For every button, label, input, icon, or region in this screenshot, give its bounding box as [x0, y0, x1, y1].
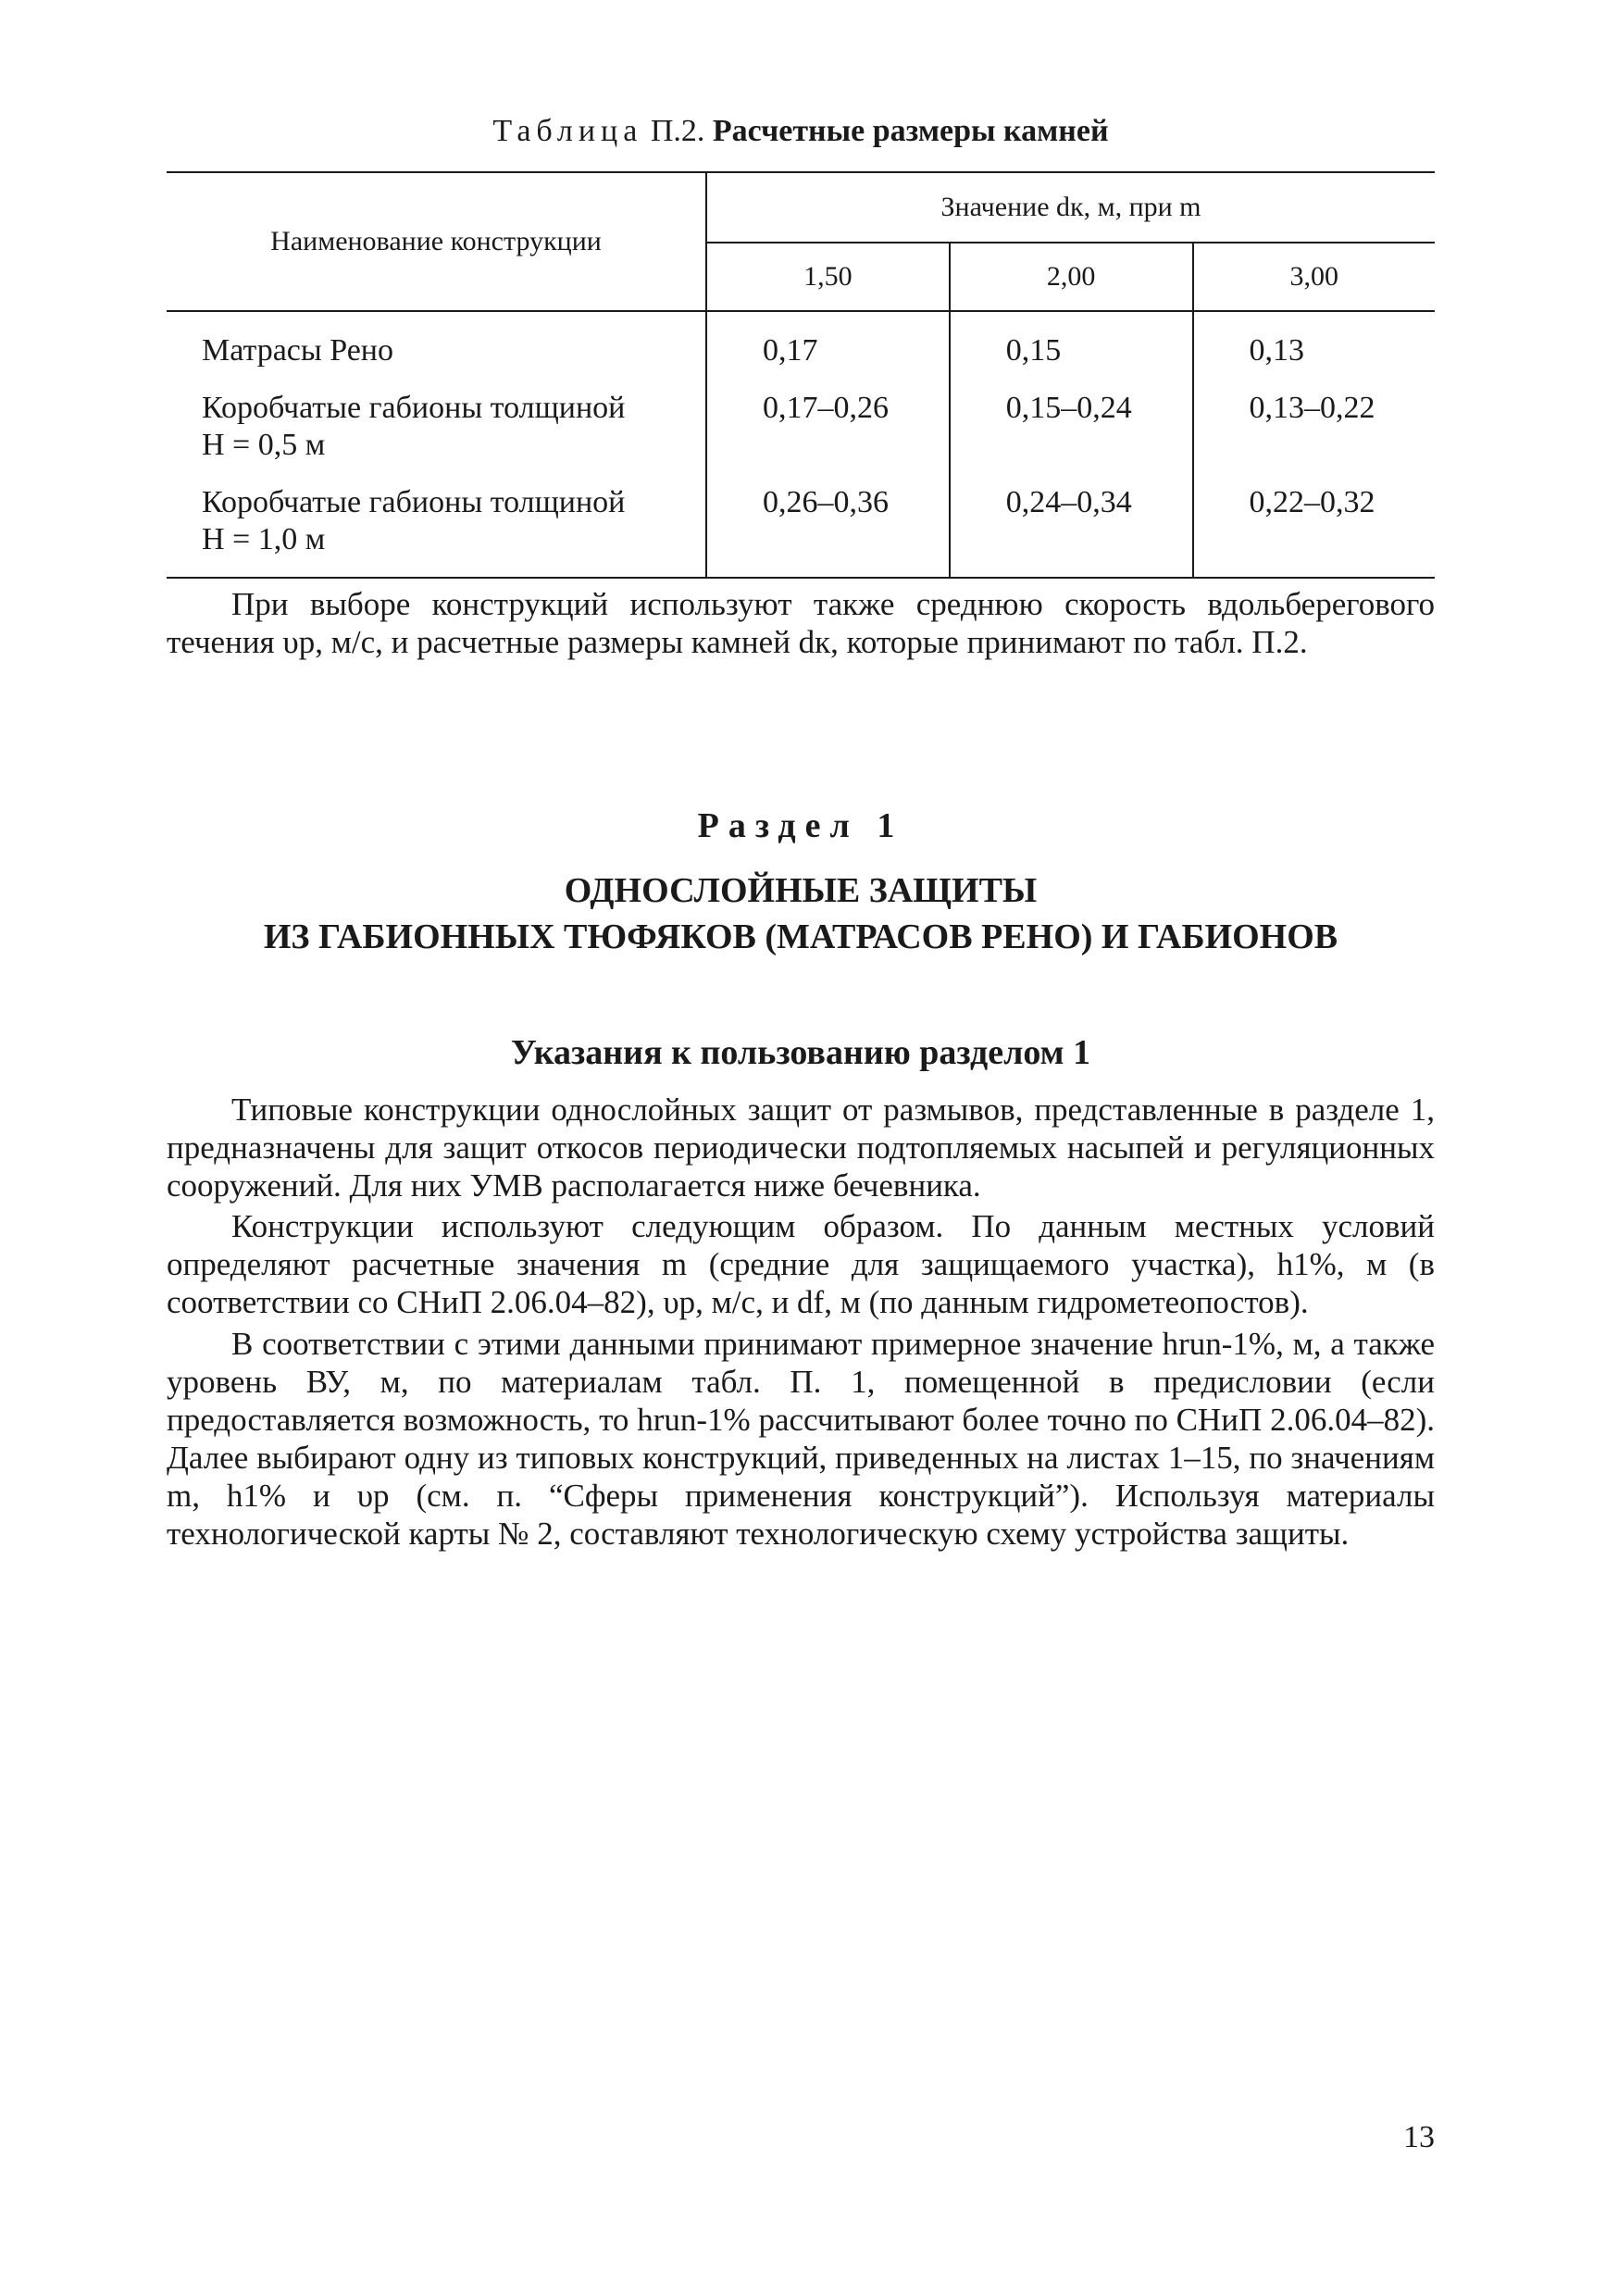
column-header-name: Наименование конструкции	[167, 172, 706, 311]
column-header: 3,00	[1289, 261, 1339, 292]
row-name: Коробчатые габионы толщиной H = 0,5 м	[167, 377, 706, 471]
body-paragraph: Типовые конструкции однослойных защит от размывов, представленные в разделе 1, предназначены для защит откосов периодически подтопляемых насыпей и регуляционных сооружений. Для них УМВ располагается ниже бечевника.	[167, 1092, 1435, 1204]
table-cell: 0,26–0,36	[706, 471, 950, 578]
table-caption-title: Расчетные размеры камней	[712, 114, 1109, 148]
row-name: Коробчатые габионы толщиной H = 1,0 м	[167, 471, 706, 578]
section-title: ОДНОСЛОЙНЫЕ ЗАЩИТЫ ИЗ ГАБИОННЫХ ТЮФЯКОВ (МАТРАСОВ РЕНО) И ГАБИОНОВ	[263, 871, 1338, 956]
table-cell: 0,24–0,34	[950, 471, 1193, 578]
table-cell: 0,17–0,26	[706, 377, 950, 471]
column-group-header: Значение dк, м, при m	[706, 172, 1435, 243]
body-paragraph: Конструкции используют следующим образом. По данным местных условий определяют расчетные значения m (средние для защищаемого участка), h1%, м (в соответствии со СНиП 2.06.04–82), υр, м/с, и df, м (по данным гидрометеопостов).	[167, 1208, 1435, 1320]
table-caption-prefix: Таблица	[492, 114, 643, 148]
intro-paragraph: При выборе конструкций используют также среднюю скорость вдольберегового течения υр, м/с, и расчетные размеры камней dк, которые принимают по табл. П.2.	[167, 586, 1435, 660]
page-number: 13	[1403, 2120, 1435, 2154]
table-row	[167, 471, 1435, 578]
table-cell: 0,15	[950, 311, 1193, 377]
column-header: 1,50	[706, 243, 950, 311]
section-label: Раздел 1	[697, 806, 904, 845]
body-paragraph: В соответствии с этими данными принимают примерное значение hrun-1%, м, а также уровень ВУ, м, по материалам табл. П. 1, помещенной в предисловии (если предоставляется возможность, то hrun-1% рассчитывают более точно по СНиП 2.06.04–82). Далее выбирают одну из типовых конструкций, приведенных на листах 1–15, по значениям m, h1% и υр (см. п. “Сферы применения конструкций”). Используя материалы технологической карты № 2, составляют технологическую схему устройства защиты.	[167, 1326, 1435, 1552]
table-caption-number: П.2.	[650, 114, 705, 148]
table-caption	[167, 113, 1435, 150]
table-cell: 0,13–0,22	[1249, 391, 1375, 425]
column-header: 2,00	[950, 243, 1193, 311]
section-subtitle: Указания к пользованию разделом 1	[510, 1033, 1091, 1072]
table-cell: 0,17	[706, 311, 950, 377]
table-cell: 0,22–0,32	[1249, 485, 1375, 519]
table-cell: 0,13	[1249, 333, 1305, 368]
table-row	[167, 311, 1435, 377]
table-cell: 0,15–0,24	[950, 377, 1193, 471]
stone-size-table	[167, 171, 1435, 579]
table-row	[167, 377, 1435, 471]
row-name: Матрасы Рено	[167, 311, 706, 377]
